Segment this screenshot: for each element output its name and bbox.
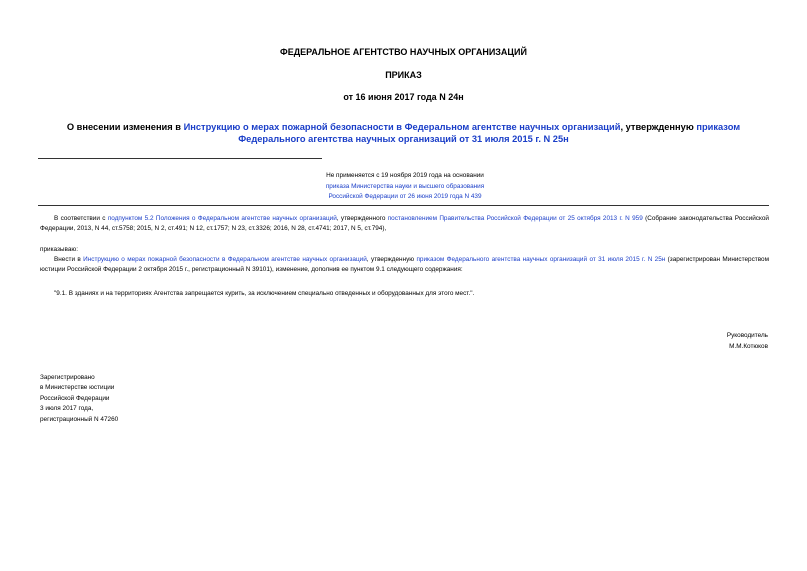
order-link-instruction[interactable]: Инструкцию о мерах пожарной безопасности в Федеральном агентстве научных организаций	[83, 256, 367, 263]
preamble-link-regulation[interactable]: подпунктом 5.2 Положения о Федеральном агентстве научных организаций	[107, 215, 337, 222]
preamble-link-resolution[interactable]: постановлением Правительства Российской Федерации от 25 октября 2013 г. N 959	[387, 215, 643, 222]
order-link-order[interactable]: приказом Федерального агентства научных организаций от 31 июля 2015 г. N 25н	[416, 256, 666, 263]
document-title	[40, 121, 767, 145]
preamble-paragraph	[40, 214, 769, 235]
order-text-3: (зарегистрирован Министерством юстиции Российской Федерации 2 октября 2015 г., регистрационный N 39101), изменение, дополнив ее пунктом 9.1 следующего содержания:	[40, 256, 769, 274]
title-link-order[interactable]: приказом Федерального агентства научных организаций от 31 июля 2015 г. N 25н	[238, 122, 741, 144]
title-text-2: , утвержденную	[620, 122, 697, 132]
registration-line-1: Зарегистрировано	[40, 374, 95, 381]
amendment-quote: "9.1. В зданиях и на территориях Агентства запрещается курить, за исключением специально отведенных и оборудованных для этого мест.".	[54, 290, 475, 297]
order-text-2: , утвержденную	[366, 256, 417, 263]
preamble-text-1: В соответствии с	[54, 215, 108, 222]
signature-position: Руководитель	[726, 332, 768, 339]
registration-line-2: в Министерстве юстиции	[40, 384, 115, 392]
registration-line-5: регистрационный N 47260	[40, 415, 119, 423]
divider-bottom	[38, 205, 769, 206]
document-type: ПРИКАЗ	[385, 70, 422, 80]
document-date-number: от 16 июня 2017 года N 24н	[343, 92, 464, 102]
registration-block	[40, 373, 118, 425]
preamble-text-2: , утвержденного	[336, 215, 388, 222]
order-paragraph	[40, 255, 769, 276]
order-word: приказываю:	[40, 246, 78, 253]
divider-top	[38, 158, 322, 159]
registration-line-4: 3 июля 2017 года,	[40, 405, 94, 413]
preamble-text-3: (Собрание законодательства Российской Федерации, 2013, N 44, ст.5758; 2015, N 2, ст.491; N 12, ст.1757; N 23, ст.3326; 2016, N 28, ст.4741; 2017, N 5, ст.794),	[40, 215, 769, 233]
status-note-text: Не применяется с 19 ноября 2019 года на основании	[326, 172, 484, 179]
status-note-link-2[interactable]: Российской Федерации от 26 июня 2019 года N 439	[328, 193, 482, 200]
title-link-instruction[interactable]: Инструкцию о мерах пожарной безопасности в Федеральном агентстве научных организаций	[183, 122, 621, 132]
status-note	[300, 171, 510, 203]
agency-name: ФЕДЕРАЛЬНОЕ АГЕНТСТВО НАУЧНЫХ ОРГАНИЗАЦИЙ	[280, 47, 527, 57]
signature-block	[727, 331, 768, 352]
registration-line-3: Российской Федерации	[40, 394, 110, 402]
order-text-1: Внести в	[54, 256, 84, 263]
status-note-link-1[interactable]: приказа Министерства науки и высшего образования	[325, 182, 485, 190]
title-text-1: О внесении изменения в	[66, 122, 184, 132]
signature-name: М.М.Котюков	[729, 342, 768, 350]
